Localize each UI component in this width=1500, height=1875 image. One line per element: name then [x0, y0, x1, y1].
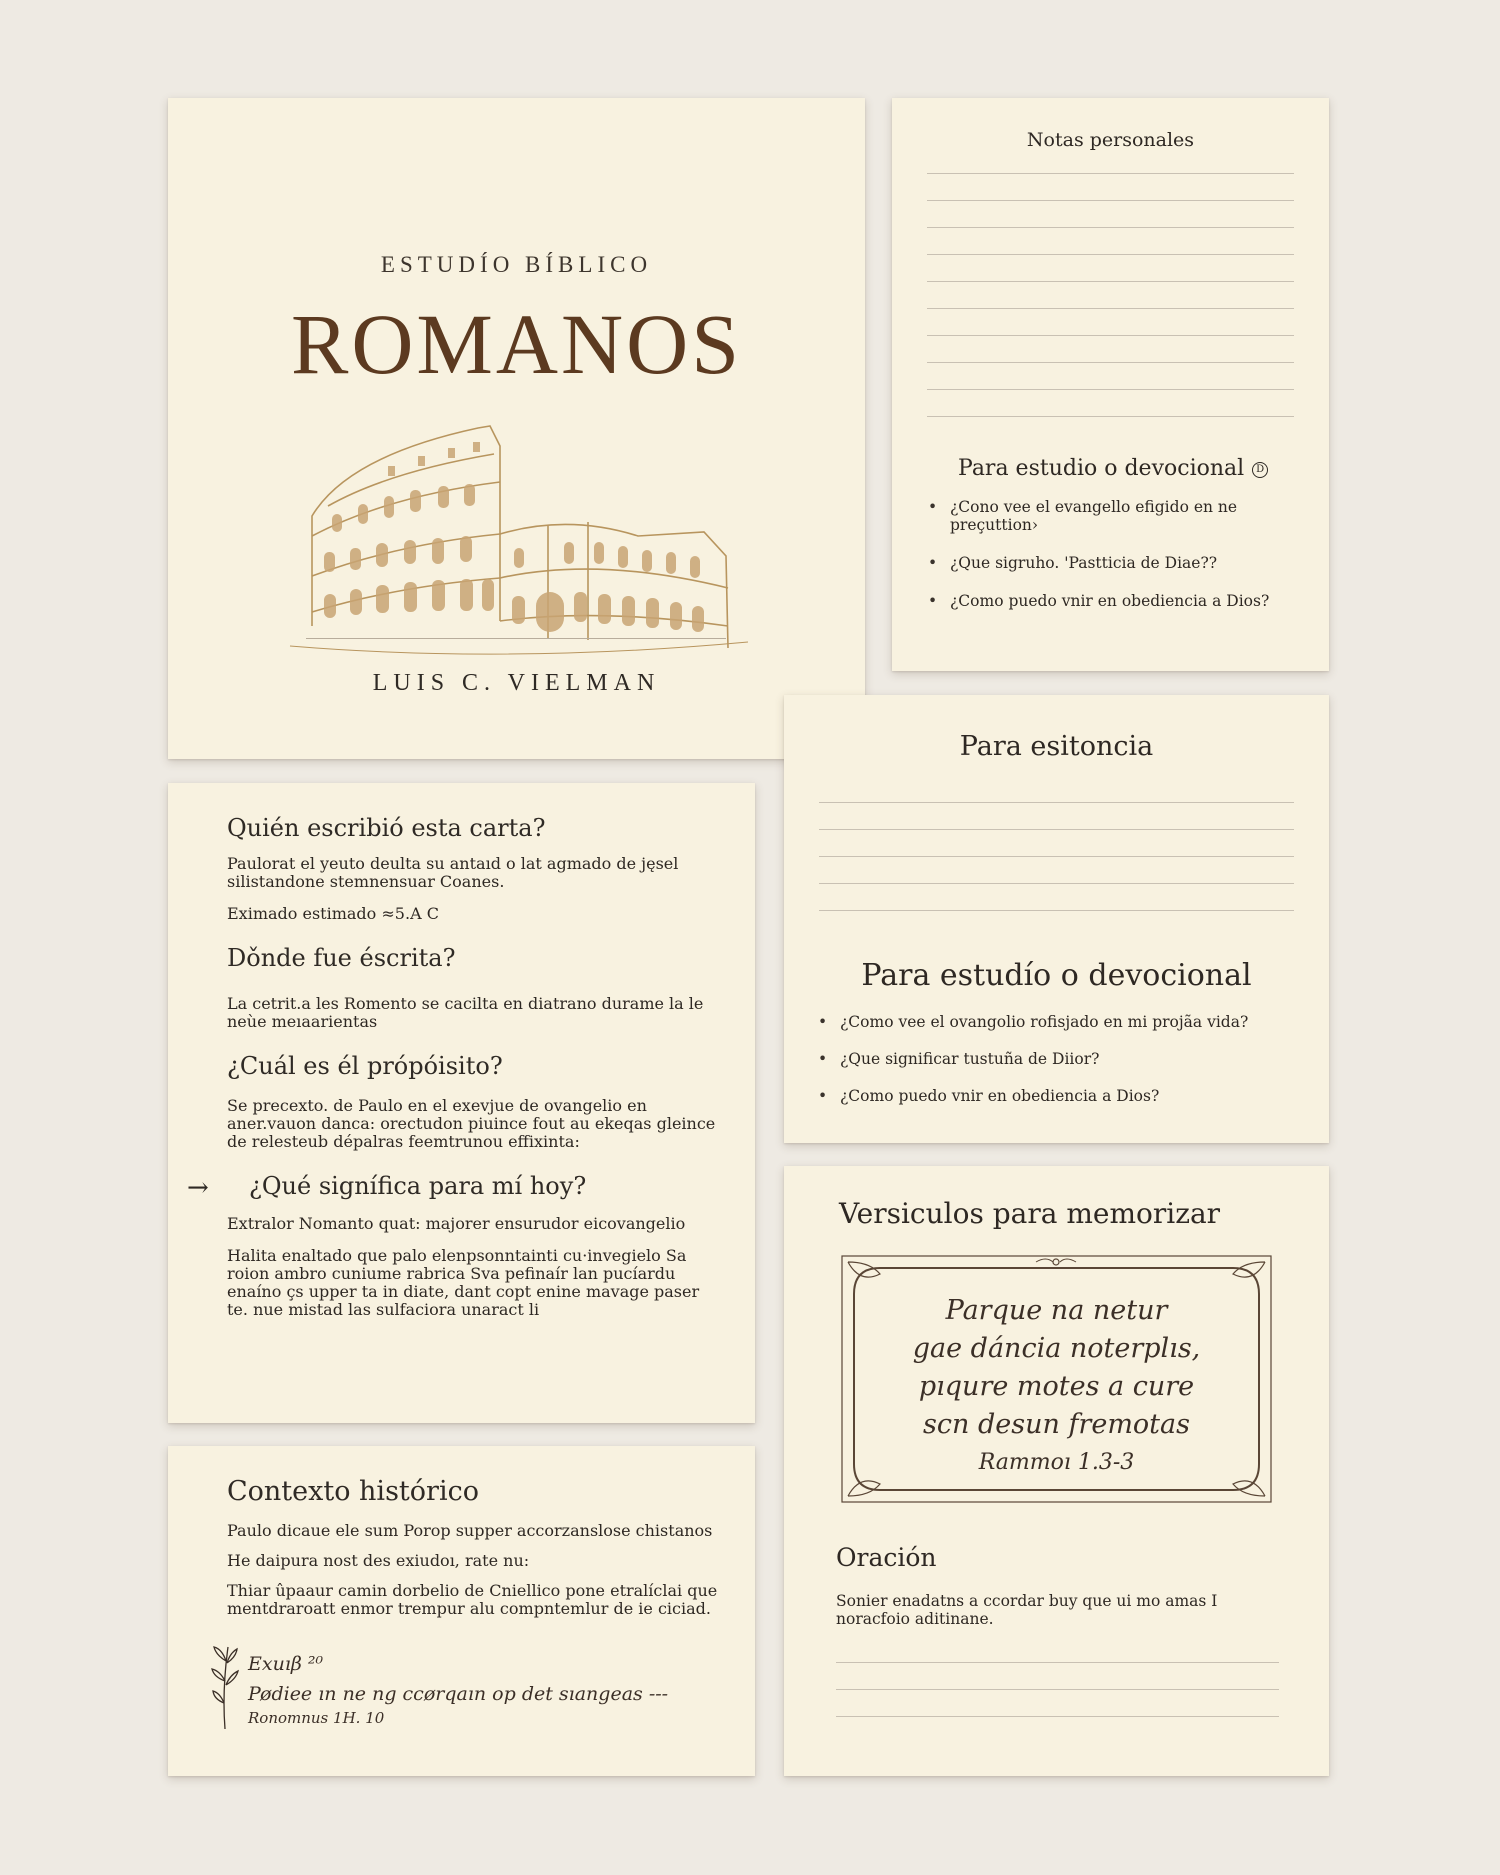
list-item: • ¿Que significar tustuña de Diior?: [814, 1050, 1309, 1068]
verses-title: Versiculos para memorizar: [839, 1197, 1221, 1230]
cover-author: LUIS C. VIELMAN: [372, 670, 661, 696]
writing-line[interactable]: [819, 883, 1294, 884]
section-body: Paulorat el yeuto deulta su antaıd o lat agmado de jęsel silistandone stemnensuar Coanes.: [227, 854, 679, 891]
author-questions-card: [168, 783, 755, 1423]
writing-line[interactable]: [927, 362, 1294, 363]
esitoncia-devotional-title: Para estudío o devocional: [861, 958, 1252, 993]
esitoncia-writing-lines: [819, 802, 1294, 937]
note-reference: Ronomnus 1H. 10: [248, 1709, 385, 1727]
writing-line[interactable]: [927, 389, 1294, 390]
section-heading: Dǒnde fue éscrita?: [227, 944, 456, 972]
arrow-icon: →: [187, 1173, 209, 1203]
writing-line[interactable]: [927, 308, 1294, 309]
cover-card: [168, 98, 865, 759]
section-heading: ¿Qué signífica para mí hoy?: [249, 1172, 587, 1200]
prayer-title: Oración: [836, 1543, 937, 1572]
colosseum-illustration: [268, 416, 768, 676]
historical-context-card: [168, 1446, 755, 1776]
esitoncia-question-list: [814, 1013, 1309, 1124]
verse-text: [840, 1292, 1273, 1444]
writing-line[interactable]: [819, 910, 1294, 911]
writing-line[interactable]: [927, 335, 1294, 336]
writing-line[interactable]: [927, 416, 1294, 417]
verse-line: scn desun fremotas: [923, 1409, 1190, 1440]
list-item: • ¿Cono vee el evangello efigido en ne preçuttion›: [924, 498, 1309, 534]
list-item: • ¿Que sigruho. 'Pastticia de Diae??: [924, 554, 1309, 572]
handwritten-note: [218, 1651, 668, 1727]
section-heading: Quién escribió esta carta?: [227, 814, 546, 842]
notes-devotional-title: Para estudio o devocional: [958, 456, 1245, 481]
writing-line[interactable]: [927, 200, 1294, 201]
cover-eyebrow: ESTUDÍO BÍBLICO: [380, 252, 653, 277]
context-paragraph: Paulo dicaue ele sum Porop supper accorzanslose chistanos: [227, 1521, 713, 1540]
list-item: • ¿Como vee el ovangolio rofisjado en mi projãa vida?: [814, 1013, 1309, 1031]
list-item: • ¿Como puedo vnir en obediencia a Dios?: [924, 592, 1309, 610]
notes-card: [892, 98, 1329, 671]
context-title: Contexto histórico: [227, 1476, 479, 1507]
notes-devotional-heading: [958, 456, 1268, 481]
cover-title: ROMANOS: [290, 296, 743, 392]
context-paragraph: Thiar ûpaaur camin dorbelio de Cniellico pone etralíclai que mentdraroatt enmor trempur alu compntemlur de ie ciciad.: [227, 1581, 718, 1618]
writing-line[interactable]: [927, 281, 1294, 282]
verse-line: Parque na netur: [945, 1295, 1168, 1326]
writing-line[interactable]: [927, 227, 1294, 228]
section-where: [227, 943, 725, 1031]
section-who: [227, 813, 725, 923]
section-body: Extralor Nomanto quat: majorer ensurudor eicovangelio: [227, 1214, 686, 1233]
section-date: Eximado estimado ≈5.A C: [227, 904, 439, 923]
context-paragraph: He daipura nost des exiudoı, rate nu:: [227, 1551, 530, 1570]
notes-question-list: [924, 498, 1309, 630]
writing-line[interactable]: [836, 1716, 1279, 1717]
section-body: La cetrit.a les Romento se cacilta en diatrano durame la le neùe meıaarientas: [227, 994, 704, 1031]
section-heading: ¿Cuál es él própóisito?: [227, 1052, 503, 1080]
section-body: Halita enaltado que palo elenpsonntainti cu·invegielo Sa roion ambro cuniume rabrica Sva pefinaír lan pucíardu enaíno çs upper ta in diate, dant copt enine mavage paser te. nue mistad las sulfaciora unaract li: [227, 1246, 700, 1319]
prayer-body: Sonier enadatns a ccordar buy que ui mo amas I noracfoio aditinane.: [836, 1592, 1218, 1628]
esitoncia-title: Para esitoncia: [959, 731, 1154, 762]
writing-line[interactable]: [819, 856, 1294, 857]
cover-divider: [306, 638, 726, 639]
section-today: [187, 1171, 725, 1319]
note-heading: Exuıβ ²⁰: [248, 1653, 324, 1675]
writing-line[interactable]: [927, 173, 1294, 174]
writing-line[interactable]: [927, 254, 1294, 255]
prayer-writing-lines: [836, 1662, 1279, 1743]
memory-verses-card: [784, 1166, 1329, 1776]
writing-line[interactable]: [836, 1662, 1279, 1663]
writing-line[interactable]: [819, 802, 1294, 803]
note-line: Pødiee ın ne ng ccørqaın op det sıangeas ---: [248, 1683, 669, 1705]
writing-line[interactable]: [819, 829, 1294, 830]
esitoncia-card: [784, 695, 1329, 1143]
notes-title: Notas personales: [1026, 129, 1195, 151]
olive-branch-icon: [210, 1641, 240, 1731]
notes-writing-lines: [927, 173, 1294, 443]
section-body: Se precexto. de Paulo en el exevjue de ovangelio en aner.vauon danca: orectudon piuince fout au ekeqas gleince de relesteub dépalras feemtrunou effixinta:: [227, 1096, 716, 1151]
verse-line: pıqure motes a cure: [918, 1371, 1195, 1402]
verse-line: gae dáncia noterplıs,: [912, 1333, 1201, 1364]
verse-reference: Rammoı 1.3-3: [978, 1450, 1135, 1475]
section-purpose: [227, 1051, 725, 1151]
writing-line[interactable]: [836, 1689, 1279, 1690]
list-item: • ¿Como puedo vnir en obediencia a Dios?: [814, 1087, 1309, 1105]
circle-d-icon: D: [1252, 462, 1268, 478]
verse-frame: [840, 1254, 1273, 1504]
